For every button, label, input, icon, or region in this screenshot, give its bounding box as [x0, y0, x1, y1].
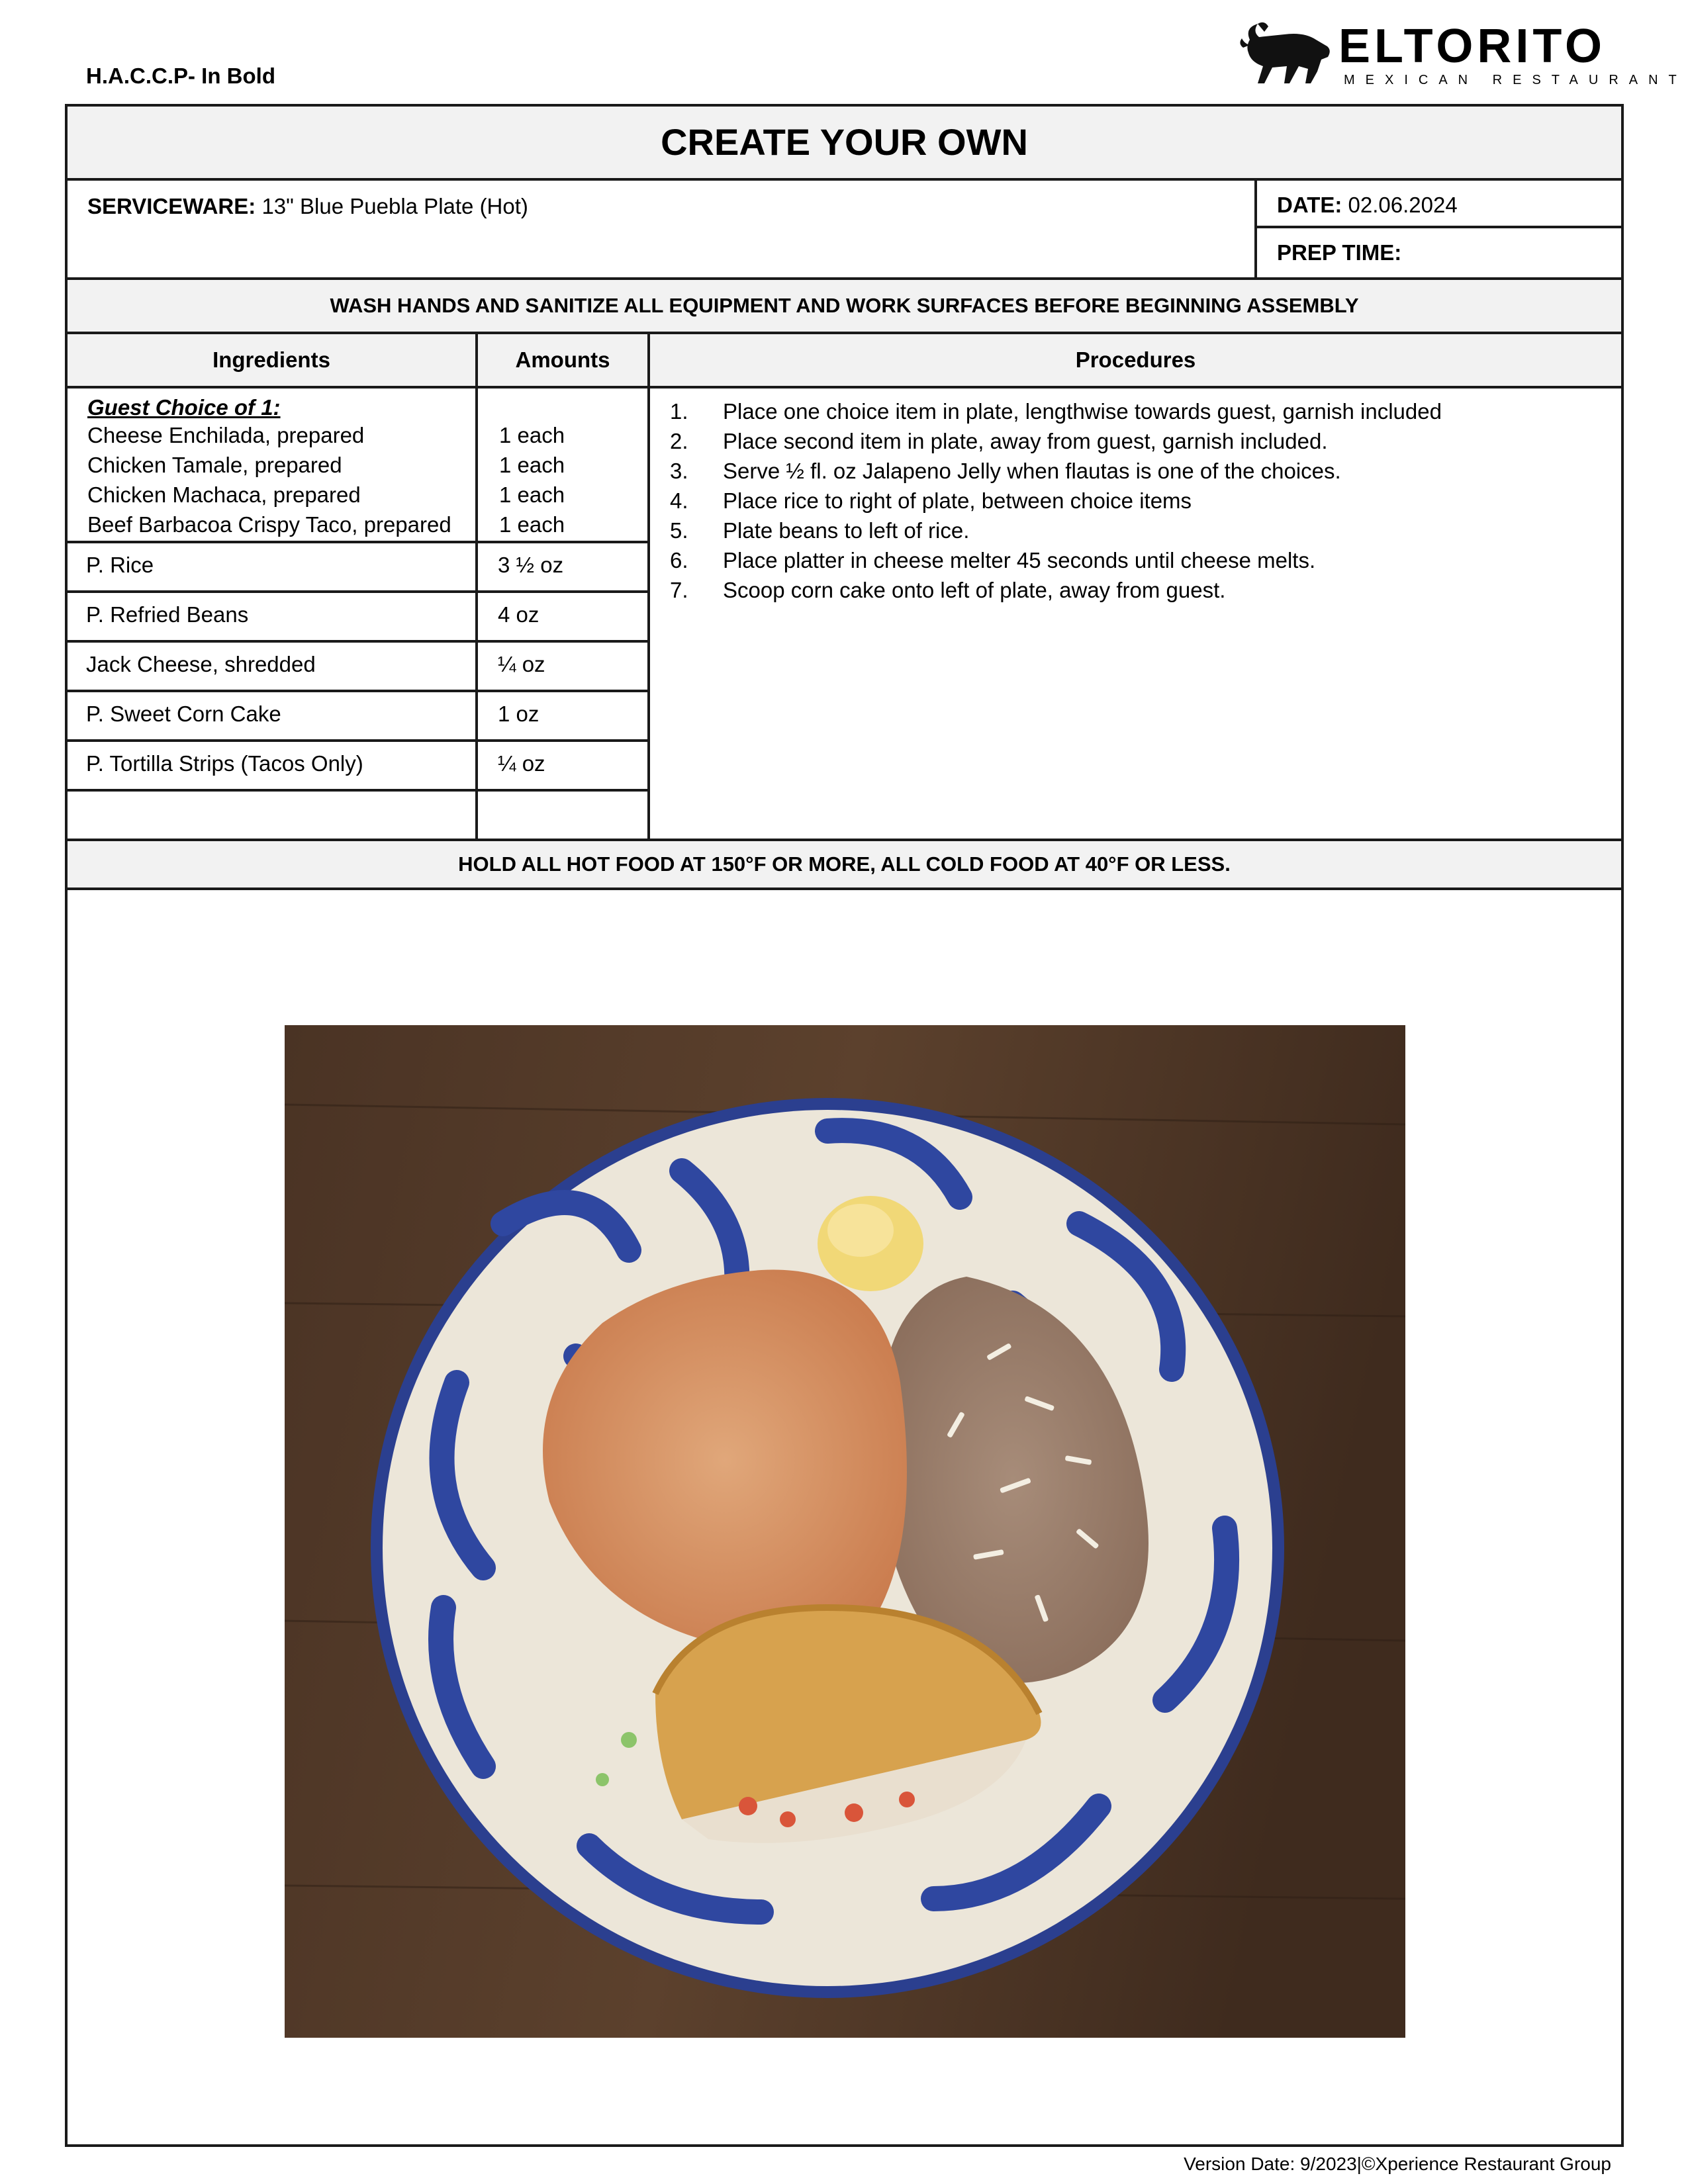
choice-amount: 1 each — [499, 482, 565, 507]
guest-choice-label: Guest Choice of 1: — [87, 395, 281, 420]
choice-amount: 1 each — [499, 512, 565, 537]
list-item: Beef Barbacoa Crispy Taco, prepared — [87, 512, 451, 537]
ingredient-amount: 4 oz — [498, 602, 539, 627]
ingredient-amount: ¼ oz — [498, 751, 545, 776]
ingredient-name: P. Tortilla Strips (Tacos Only) — [86, 751, 363, 776]
ingredient-amount: 1 oz — [498, 702, 539, 726]
ingredient-name: P. Rice — [86, 553, 154, 577]
hold-notice: HOLD ALL HOT FOOD AT 150°F OR MORE, ALL COLD FOOD AT 40°F OR LESS. — [68, 841, 1621, 890]
version-footer: Version Date: 9/2023|©Xperience Restaurant Group — [1184, 2154, 1611, 2174]
procedures-header: Procedures — [1075, 347, 1196, 372]
ingredients-header: Ingredients — [68, 334, 478, 386]
ingredient-name: Jack Cheese, shredded — [86, 652, 316, 676]
choice-amount: 1 each — [499, 453, 565, 477]
el-torito-logo — [1238, 20, 1687, 87]
logo-subtitle: MEXICAN RESTAURANT — [1344, 73, 1687, 87]
choice-amount: 1 each — [499, 423, 565, 447]
serviceware-cell — [68, 181, 1257, 277]
logo-name: ELTORITO — [1338, 20, 1607, 73]
date-cell — [1257, 181, 1621, 228]
wash-notice: WASH HANDS AND SANITIZE ALL EQUIPMENT AND WORK SURFACES BEFORE BEGINNING ASSEMBLY — [68, 280, 1621, 334]
date-label: DATE: — [1277, 193, 1342, 217]
ingredient-amount: ¼ oz — [498, 652, 545, 676]
page-title: CREATE YOUR OWN — [68, 107, 1621, 181]
plated-dish-photo — [285, 1025, 1405, 2038]
table-body: Guest Choice of 1: Cheese Enchilada, prepared Chicken Tamale, prepared Chicken Machaca, prepared Beef Barbacoa Crispy Taco, prepared 1 each 1 each 1 each 1 each P. Rice 3 ½ oz P. Refried Beans 4 oz Jack Cheese, shredded ¼ oz P. Sweet Corn Cake 1 oz P. Tortilla Strips (Tacos Only) ¼ oz 1. Place one choice item in plate, lengthwise towards guest, garnish included 2. Place second item in plate, away from guest, garnish included. 3. Serve ½ fl. oz Jalapeno Jelly when flautas is one of the choices. 4. Place rice to right of plate, between choice items 5. Plate beans to left of rice. 6. Place platter in cheese melter 45 seconds until cheese melts. 7. Scoop corn cake onto left of plate, away from guest. — [68, 388, 1621, 841]
ingredient-name: P. Refried Beans — [86, 602, 249, 627]
prep-time-cell — [1257, 228, 1621, 277]
serviceware-label: SERVICEWARE: — [87, 194, 256, 218]
haccp-note: H.A.C.C.P- In Bold — [86, 64, 275, 88]
date-value: 02.06.2024 — [1342, 193, 1458, 217]
table-header — [68, 334, 1621, 388]
amounts-header: Amounts — [478, 334, 650, 386]
serviceware-value: 13" Blue Puebla Plate (Hot) — [256, 194, 528, 218]
list-item: Cheese Enchilada, prepared — [87, 423, 365, 447]
list-item: Chicken Machaca, prepared — [87, 482, 361, 507]
serviceware-row — [68, 181, 1621, 280]
prep-time-label: PREP TIME: — [1277, 240, 1402, 265]
bull-icon — [1238, 20, 1334, 86]
ingredient-amount: 3 ½ oz — [498, 553, 564, 577]
guest-choice-cell — [68, 388, 478, 541]
ingredient-name: P. Sweet Corn Cake — [86, 702, 281, 726]
list-item: Chicken Tamale, prepared — [87, 453, 342, 477]
